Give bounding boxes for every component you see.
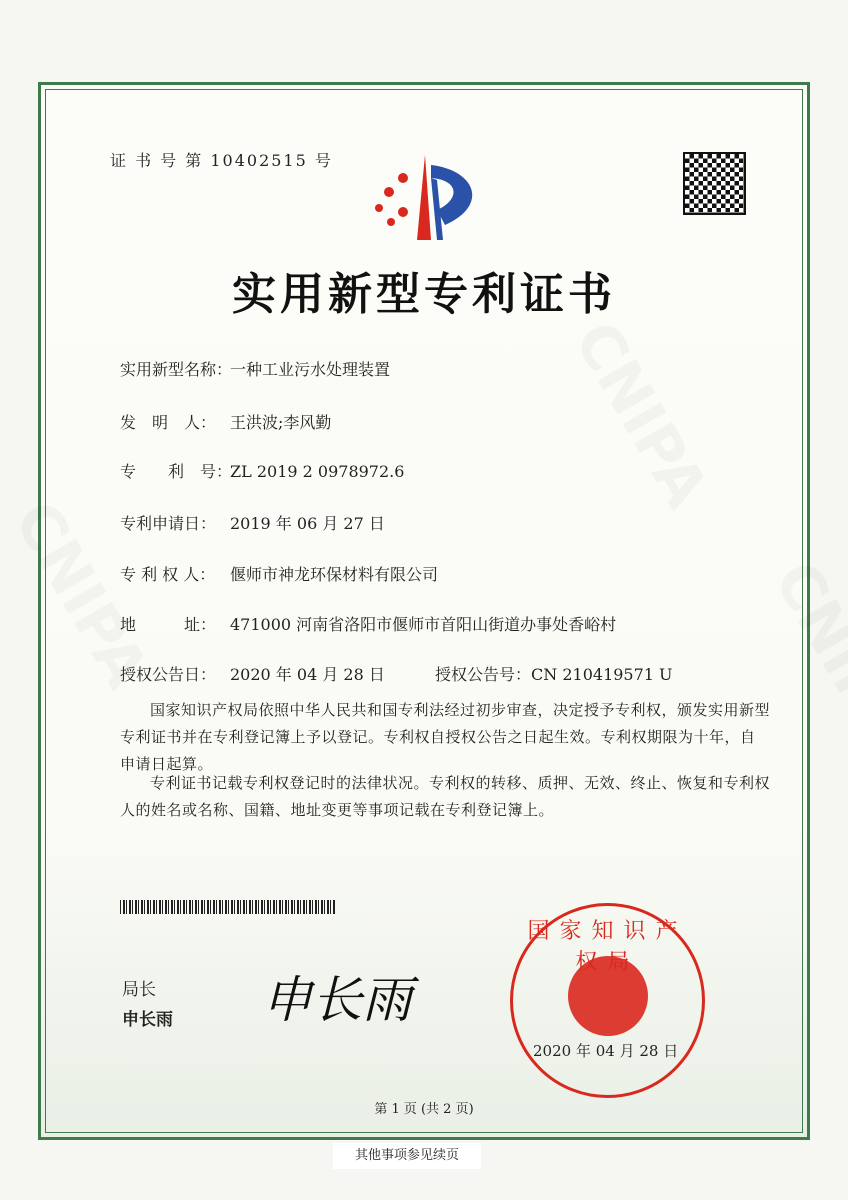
field-grant-date: 授权公告日： 2020 年 04 月 28 日 [120, 665, 385, 684]
paragraph-2: 专利证书记载专利权登记时的法律状况。专利权的转移、质押、无效、终止、恢复和专利权人的姓名或名称、国籍、地址变更等事项记载在专利登记簿上。 [120, 774, 771, 819]
qr-code [683, 152, 746, 215]
barcode [120, 900, 336, 914]
certificate-title: 实用新型专利证书 [232, 269, 616, 320]
field-name: 实用新型名称：一种工业污水处理装置 [120, 360, 391, 379]
certificate-number: 证 书 号 第 10402515 号 [110, 151, 333, 170]
field-patent-number: 专 利 号：ZL 2019 2 0978972.6 [120, 462, 405, 481]
seal-date: 2020 年 04 月 28 日 [533, 1042, 679, 1060]
field-application-date: 专利申请日： 2019 年 06 月 27 日 [120, 514, 385, 533]
field-patentee: 专 利 权 人： 偃师市神龙环保材料有限公司 [120, 565, 439, 584]
paragraph-1: 国家知识产权局依照中华人民共和国专利法经过初步审查，决定授予专利权，颁发实用新型专利证书并在专利登记簿上予以登记。专利权自授权公告之日起生效。专利权期限为十年，自申请日起算。 [120, 701, 771, 773]
field-announcement-number: 授权公告号：CN 210419571 U [435, 665, 673, 684]
field-address: 地 址： 471000 河南省洛阳市偃师市首阳山街道办事处香峪村 [120, 615, 617, 634]
cnipa-logo-icon [365, 150, 490, 245]
director-signature: 申长雨 [262, 971, 412, 1029]
footer-note: 其他事项参见续页 [333, 1143, 481, 1169]
official-seal: 国家知识产权局 [510, 903, 705, 1098]
field-inventors: 发 明 人： 王洪波;李风勤 [120, 413, 332, 432]
director-name: 申长雨 [122, 1010, 173, 1030]
page-indicator: 第 1 页 (共 2 页) [374, 1102, 474, 1117]
director-title: 局长 [122, 980, 156, 1000]
